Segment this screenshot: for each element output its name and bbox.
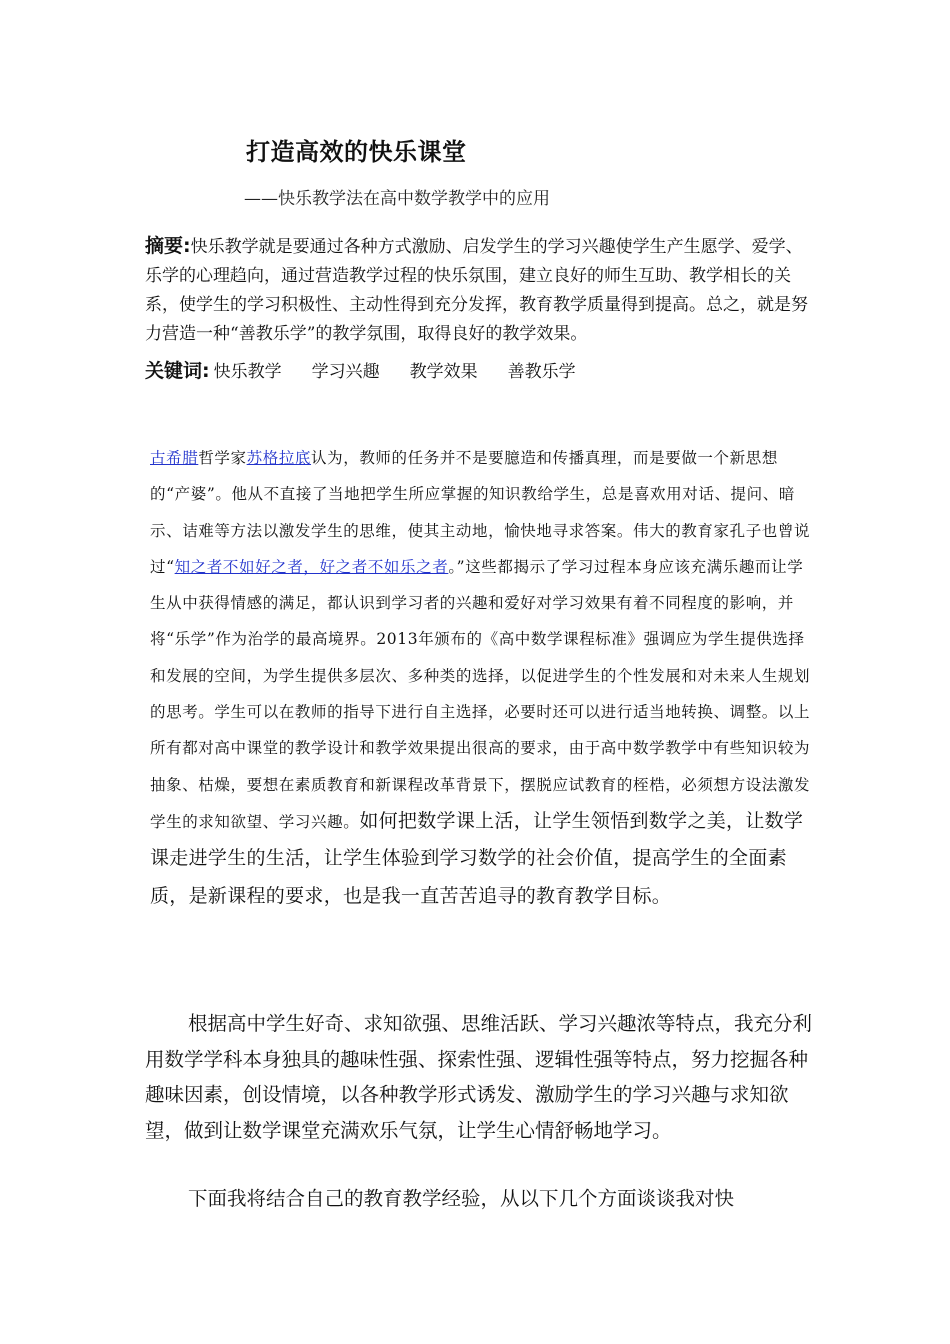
keyword-item: 善教乐学 — [507, 362, 576, 382]
keyword-item: 教学效果 — [409, 362, 478, 382]
link-socrates[interactable]: 苏格拉底 — [246, 449, 312, 467]
body-text: 如何把数学课上活，让学生领悟到数学之美，让数学课走进学生的生活，让学生体验到学习数学的社会价值，提高学生的全面素质，是新课程的要求，也是我一直苦苦追寻的教育教学目标。 — [150, 809, 804, 907]
keywords-section — [145, 357, 606, 386]
document-title: 打造高效的快乐课堂 — [246, 138, 467, 166]
link-ancient-greece[interactable]: 古希腊 — [150, 449, 199, 467]
keyword-item: 快乐教学 — [213, 362, 282, 382]
body-text: 认为，教师的任务并不是要臆造和传播真理，而是要做一个新思想的“产婆”。他从不直接了当地把学生所应掌握的知识教给学生，总是喜欢用对话、提问、暗示、诘难等方法以激发学生的思维，使其主动地，愉快地寻求答案。伟大的教育家孔子也曾说过“ — [150, 449, 811, 576]
abstract-label: 摘要: — [145, 235, 191, 257]
body-text: 。”这些都揭示了学习过程本身应该充满乐趣而让学生从中获得情感的满足，都认识到学习者的兴趣和爱好对学习效果有着不同程度的影响，并将“乐学”作为治学的最高境界。2013年颁布的《高中数学课程标准》强调应为学生提供选择和发展的空间，为学生提供多层次、多种类的选择，以促进学生的个性发展和对未来人生规划的思考。学生可以在教师的指导下进行自主选择，必要时还可以进行适当地转换、调整。以上所有都对高中课堂的教学设计和教学效果提出很高的要求，由于高中数学教学中有些知识较为抽象、枯燥，要想在素质教育和新课程改革背景下，摆脱应试教育的桎梏，必须想方设法激发学生的求知欲望、学习兴趣。 — [150, 557, 811, 831]
body-text: 哲学家 — [198, 449, 247, 467]
body-paragraph-1 — [150, 440, 815, 915]
abstract-text: 快乐教学就是要通过各种方式激励、启发学生的学习兴趣使学生产生愿学、爱学、乐学的心理趋向，通过营造教学过程的快乐氛围，建立良好的师生互助、教学相长的关系，使学生的学习积极性、主动性得到充分发挥，教育教学质量得到提高。总之，就是努力营造一种“善教乐学”的教学氛围，取得良好的教学效果。 — [145, 237, 808, 344]
keyword-item: 学习兴趣 — [311, 362, 380, 382]
body-paragraph-2: 根据高中学生好奇、求知欲强、思维活跃、学习兴趣浓等特点，我充分利用数学学科本身独具的趣味性强、探索性强、逻辑性强等特点，努力挖掘各种趣味因素，创设情境，以各种教学形式诱发、激励学生的学习兴趣与求知欲望，做到让数学课堂充满欢乐气氛，让学生心情舒畅地学习。 — [145, 1012, 813, 1142]
link-confucius-quote[interactable]: 知之者不如好之者，好之者不如乐之者 — [174, 557, 449, 576]
document-subtitle: ——快乐教学法在高中数学教学中的应用 — [244, 189, 550, 209]
body-paragraph-3: 下面我将结合自己的教育教学经验，从以下几个方面谈谈我对快 — [188, 1187, 735, 1210]
abstract-section — [145, 232, 815, 349]
keywords-label: 关键词: — [145, 360, 210, 382]
